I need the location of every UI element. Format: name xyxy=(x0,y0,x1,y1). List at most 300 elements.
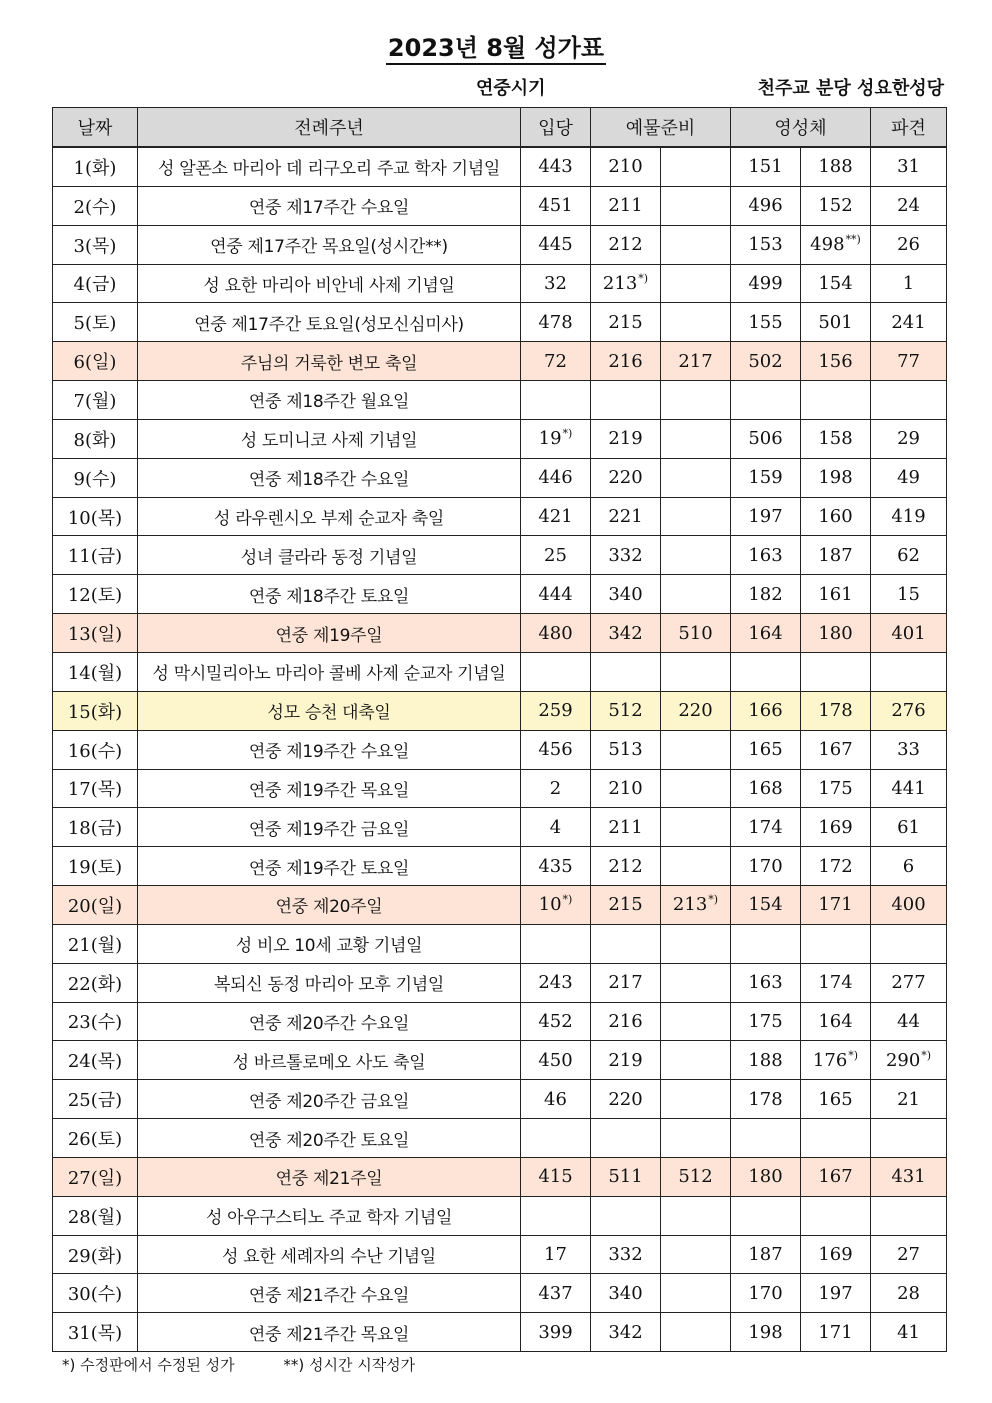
feast-value: 연중 제20주간 금요일 xyxy=(248,1091,410,1112)
communion-hymn-2-value: 501 xyxy=(818,311,853,333)
dismissal-hymn-cell xyxy=(871,691,947,730)
entrance-hymn-cell xyxy=(521,1041,591,1080)
offertory-hymn-1-value: 212 xyxy=(608,234,643,256)
date-value: 16(수) xyxy=(67,740,123,762)
entrance-hymn-cell xyxy=(521,147,591,186)
date-value: 2(수) xyxy=(73,196,117,218)
offertory-hymn-2-value: 217 xyxy=(678,350,713,372)
communion-hymn-1-cell xyxy=(731,1119,801,1158)
feast-value: 연중 제19주간 수요일 xyxy=(248,742,410,763)
communion-hymn-1-value: 163 xyxy=(748,972,783,994)
offertory-hymn-2-cell xyxy=(661,186,731,225)
entrance-hymn-cell xyxy=(521,963,591,1002)
feast-cell xyxy=(138,536,521,575)
table-row xyxy=(53,1041,947,1080)
entrance-hymn-cell xyxy=(521,1235,591,1274)
offertory-hymn-1-value: 342 xyxy=(608,1321,643,1343)
offertory-hymn-2-cell xyxy=(661,1119,731,1158)
communion-hymn-1-value: 496 xyxy=(748,195,783,217)
entrance-hymn-cell xyxy=(521,886,591,925)
table-row xyxy=(53,1274,947,1313)
dismissal-hymn-cell xyxy=(871,575,947,614)
dismissal-hymn-cell xyxy=(871,536,947,575)
offertory-hymn-1-value: 210 xyxy=(608,156,643,178)
communion-hymn-2-cell xyxy=(801,1196,871,1235)
table-row xyxy=(53,847,947,886)
date-cell xyxy=(53,1080,138,1119)
communion-hymn-1-value: 174 xyxy=(748,816,783,838)
date-value: 5(토) xyxy=(73,313,117,335)
table-row xyxy=(53,147,947,186)
feast-cell xyxy=(138,1080,521,1119)
communion-hymn-1-cell xyxy=(731,847,801,886)
header-entrance: 입당 xyxy=(521,108,591,148)
feast-cell xyxy=(138,458,521,497)
entrance-hymn-cell xyxy=(521,1080,591,1119)
table-row xyxy=(53,1157,947,1196)
table-row xyxy=(53,419,947,458)
offertory-hymn-1-value: 513 xyxy=(608,739,643,761)
date-cell xyxy=(53,1157,138,1196)
feast-cell xyxy=(138,614,521,653)
offertory-hymn-1-cell xyxy=(591,303,661,342)
revision-mark: **) xyxy=(845,233,861,247)
date-cell xyxy=(53,691,138,730)
date-value: 14(월) xyxy=(67,662,123,684)
dismissal-hymn-cell xyxy=(871,458,947,497)
feast-value: 성 비오 10세 교황 기념일 xyxy=(235,936,423,957)
date-cell xyxy=(53,652,138,691)
feast-cell xyxy=(138,847,521,886)
offertory-hymn-1-value: 219 xyxy=(608,1049,643,1071)
feast-value: 연중 제21주간 목요일 xyxy=(248,1324,410,1345)
offertory-hymn-1-value: 213 xyxy=(602,272,638,294)
communion-hymn-1-value: 170 xyxy=(748,855,783,877)
communion-hymn-2-cell xyxy=(801,458,871,497)
date-value: 9(수) xyxy=(73,468,117,490)
communion-hymn-1-cell xyxy=(731,1080,801,1119)
offertory-hymn-1-cell xyxy=(591,1041,661,1080)
communion-hymn-2-value: 178 xyxy=(818,700,853,722)
communion-hymn-1-value: 168 xyxy=(748,777,783,799)
table-row xyxy=(53,458,947,497)
communion-hymn-2-value: 161 xyxy=(818,583,853,605)
feast-value: 성 아우구스티노 주교 학자 기념일 xyxy=(205,1208,453,1229)
communion-hymn-2-cell xyxy=(801,342,871,381)
date-value: 25(금) xyxy=(67,1090,123,1112)
dismissal-hymn-value: 276 xyxy=(891,700,926,722)
communion-hymn-1-value: 187 xyxy=(748,1244,783,1266)
table-row xyxy=(53,652,947,691)
communion-hymn-2-cell xyxy=(801,497,871,536)
communion-hymn-1-cell xyxy=(731,652,801,691)
communion-hymn-1-cell xyxy=(731,342,801,381)
table-row xyxy=(53,924,947,963)
communion-hymn-2-value: 198 xyxy=(818,467,853,489)
feast-value: 연중 제20주간 토요일 xyxy=(248,1130,410,1151)
table-body xyxy=(53,147,947,1352)
communion-hymn-2-cell xyxy=(801,186,871,225)
offertory-hymn-2-cell xyxy=(661,963,731,1002)
dismissal-hymn-value: 401 xyxy=(891,622,926,644)
offertory-hymn-1-value: 215 xyxy=(608,894,643,916)
dismissal-hymn-cell xyxy=(871,614,947,653)
offertory-hymn-1-cell xyxy=(591,886,661,925)
feast-value: 연중 제19주간 토요일 xyxy=(248,858,410,879)
offertory-hymn-1-cell xyxy=(591,808,661,847)
feast-value: 성 도미니코 사제 기념일 xyxy=(240,431,418,452)
offertory-hymn-2-cell xyxy=(661,1002,731,1041)
feast-cell xyxy=(138,730,521,769)
offertory-hymn-2-cell xyxy=(661,264,731,303)
date-cell xyxy=(53,730,138,769)
communion-hymn-1-cell xyxy=(731,886,801,925)
dismissal-hymn-cell xyxy=(871,1002,947,1041)
table-row xyxy=(53,1196,947,1235)
offertory-hymn-2-cell xyxy=(661,419,731,458)
entrance-hymn-value: 451 xyxy=(538,195,573,217)
dismissal-hymn-value: 27 xyxy=(897,1244,920,1266)
offertory-hymn-1-value: 220 xyxy=(608,1088,643,1110)
table-row xyxy=(53,1119,947,1158)
communion-hymn-1-cell xyxy=(731,458,801,497)
footnote-holy-hour: **) 성시간 시작성가 xyxy=(283,1356,416,1374)
date-cell xyxy=(53,963,138,1002)
communion-hymn-1-cell xyxy=(731,225,801,264)
feast-cell xyxy=(138,342,521,381)
communion-hymn-1-cell xyxy=(731,1041,801,1080)
header-date: 날짜 xyxy=(53,108,138,148)
date-value: 22(화) xyxy=(67,973,123,995)
dismissal-hymn-cell xyxy=(871,419,947,458)
date-value: 21(월) xyxy=(67,934,123,956)
dismissal-hymn-cell xyxy=(871,1157,947,1196)
entrance-hymn-value: 17 xyxy=(544,1244,567,1266)
date-value: 11(금) xyxy=(67,546,123,568)
table-row xyxy=(53,225,947,264)
feast-value: 연중 제19주간 목요일 xyxy=(248,780,410,801)
dismissal-hymn-value: 26 xyxy=(897,234,920,256)
entrance-hymn-value: 437 xyxy=(538,1282,573,1304)
feast-value: 연중 제17주간 토요일(성모신심미사) xyxy=(194,314,464,335)
entrance-hymn-value: 46 xyxy=(544,1088,567,1110)
entrance-hymn-value: 72 xyxy=(544,350,567,372)
page-title xyxy=(0,28,992,63)
date-value: 3(목) xyxy=(73,235,117,257)
date-value: 13(일) xyxy=(67,624,123,646)
feast-cell xyxy=(138,264,521,303)
entrance-hymn-cell xyxy=(521,419,591,458)
feast-cell xyxy=(138,497,521,536)
date-cell xyxy=(53,847,138,886)
offertory-hymn-2-cell xyxy=(661,886,731,925)
table-row xyxy=(53,264,947,303)
date-value: 29(화) xyxy=(67,1245,123,1267)
dismissal-hymn-value: 77 xyxy=(897,350,920,372)
offertory-hymn-2-cell xyxy=(661,652,731,691)
revision-mark: *) xyxy=(638,271,649,285)
offertory-hymn-1-value: 342 xyxy=(608,622,643,644)
entrance-hymn-value: 450 xyxy=(538,1049,573,1071)
feast-cell xyxy=(138,303,521,342)
dismissal-hymn-value: 241 xyxy=(891,311,926,333)
feast-cell xyxy=(138,419,521,458)
offertory-hymn-1-value: 216 xyxy=(608,350,643,372)
date-value: 10(목) xyxy=(67,507,123,529)
header-offertory: 예물준비 xyxy=(591,108,731,148)
communion-hymn-1-cell xyxy=(731,575,801,614)
feast-cell xyxy=(138,186,521,225)
entrance-hymn-value: 399 xyxy=(538,1321,573,1343)
entrance-hymn-cell xyxy=(521,342,591,381)
offertory-hymn-2-cell xyxy=(661,1157,731,1196)
offertory-hymn-2-cell xyxy=(661,342,731,381)
entrance-hymn-cell xyxy=(521,1313,591,1352)
feast-cell xyxy=(138,691,521,730)
dismissal-hymn-value: 28 xyxy=(897,1282,920,1304)
entrance-hymn-value: 452 xyxy=(538,1010,573,1032)
communion-hymn-1-cell xyxy=(731,730,801,769)
feast-value: 복되신 동정 마리아 모후 기념일 xyxy=(213,975,444,996)
communion-hymn-2-cell xyxy=(801,652,871,691)
entrance-hymn-value: 415 xyxy=(538,1166,573,1188)
communion-hymn-1-value: 182 xyxy=(748,583,783,605)
table-row xyxy=(53,303,947,342)
communion-hymn-1-value: 159 xyxy=(748,467,783,489)
offertory-hymn-1-cell xyxy=(591,1080,661,1119)
offertory-hymn-1-cell xyxy=(591,1119,661,1158)
date-cell xyxy=(53,924,138,963)
offertory-hymn-1-value: 512 xyxy=(608,700,643,722)
footnotes xyxy=(62,1354,459,1375)
date-cell xyxy=(53,1274,138,1313)
dismissal-hymn-value: 1 xyxy=(902,272,915,294)
communion-hymn-1-cell xyxy=(731,1274,801,1313)
table-row xyxy=(53,963,947,1002)
date-cell xyxy=(53,186,138,225)
table-row xyxy=(53,886,947,925)
table-row xyxy=(53,497,947,536)
dismissal-hymn-cell xyxy=(871,1274,947,1313)
revision-mark: *) xyxy=(848,1048,859,1062)
communion-hymn-1-cell xyxy=(731,808,801,847)
entrance-hymn-value: 443 xyxy=(538,156,573,178)
offertory-hymn-1-cell xyxy=(591,730,661,769)
offertory-hymn-2-cell xyxy=(661,691,731,730)
entrance-hymn-cell xyxy=(521,1119,591,1158)
date-value: 4(금) xyxy=(73,274,117,296)
offertory-hymn-2-cell xyxy=(661,536,731,575)
entrance-hymn-value: 421 xyxy=(538,506,573,528)
communion-hymn-2-cell xyxy=(801,769,871,808)
dismissal-hymn-cell xyxy=(871,1119,947,1158)
communion-hymn-1-value: 506 xyxy=(748,428,783,450)
communion-hymn-1-cell xyxy=(731,963,801,1002)
date-value: 15(화) xyxy=(67,701,123,723)
offertory-hymn-2-value: 220 xyxy=(678,700,713,722)
communion-hymn-2-value: 165 xyxy=(818,1088,853,1110)
header-communion: 영성체 xyxy=(731,108,871,148)
communion-hymn-2-cell xyxy=(801,808,871,847)
offertory-hymn-1-cell xyxy=(591,575,661,614)
entrance-hymn-cell xyxy=(521,536,591,575)
offertory-hymn-1-cell xyxy=(591,1157,661,1196)
dismissal-hymn-value: 61 xyxy=(897,816,920,838)
communion-hymn-2-value: 197 xyxy=(818,1282,853,1304)
communion-hymn-2-cell xyxy=(801,1235,871,1274)
communion-hymn-1-cell xyxy=(731,1313,801,1352)
revision-mark: *) xyxy=(562,893,573,907)
offertory-hymn-2-cell xyxy=(661,769,731,808)
communion-hymn-2-cell xyxy=(801,847,871,886)
feast-value: 연중 제21주간 수요일 xyxy=(248,1285,410,1306)
dismissal-hymn-cell xyxy=(871,652,947,691)
offertory-hymn-1-value: 212 xyxy=(608,855,643,877)
page-title-text: 2023년 8월 성가표 xyxy=(386,34,606,65)
communion-hymn-2-value: 167 xyxy=(818,739,853,761)
entrance-hymn-cell xyxy=(521,924,591,963)
dismissal-hymn-cell xyxy=(871,924,947,963)
table-row xyxy=(53,342,947,381)
communion-hymn-2-value: 174 xyxy=(818,972,853,994)
offertory-hymn-1-value: 340 xyxy=(608,583,643,605)
communion-hymn-2-value: 498 xyxy=(810,234,845,256)
communion-hymn-1-value: 175 xyxy=(748,1010,783,1032)
dismissal-hymn-cell xyxy=(871,342,947,381)
feast-value: 연중 제17주간 수요일 xyxy=(248,198,410,219)
entrance-hymn-cell xyxy=(521,730,591,769)
entrance-hymn-cell xyxy=(521,497,591,536)
communion-hymn-2-cell xyxy=(801,614,871,653)
offertory-hymn-1-cell xyxy=(591,497,661,536)
feast-cell xyxy=(138,1196,521,1235)
dismissal-hymn-cell xyxy=(871,1313,947,1352)
feast-value: 연중 제20주간 수요일 xyxy=(248,1013,410,1034)
table-row xyxy=(53,769,947,808)
offertory-hymn-1-cell xyxy=(591,186,661,225)
entrance-hymn-cell xyxy=(521,186,591,225)
offertory-hymn-1-cell xyxy=(591,1235,661,1274)
offertory-hymn-1-value: 211 xyxy=(608,195,643,217)
revision-mark: *) xyxy=(921,1048,932,1062)
offertory-hymn-1-cell xyxy=(591,1313,661,1352)
communion-hymn-2-cell xyxy=(801,147,871,186)
dismissal-hymn-value: 29 xyxy=(897,428,920,450)
offertory-hymn-1-cell xyxy=(591,769,661,808)
header-row xyxy=(53,108,947,148)
dismissal-hymn-value: 49 xyxy=(897,467,920,489)
dismissal-hymn-cell xyxy=(871,225,947,264)
date-cell xyxy=(53,1041,138,1080)
communion-hymn-2-value: 164 xyxy=(818,1010,853,1032)
offertory-hymn-1-cell xyxy=(591,342,661,381)
communion-hymn-1-value: 178 xyxy=(748,1088,783,1110)
communion-hymn-2-value: 160 xyxy=(818,506,853,528)
dismissal-hymn-value: 6 xyxy=(902,855,915,877)
dismissal-hymn-value: 290 xyxy=(885,1049,921,1071)
dismissal-hymn-cell xyxy=(871,963,947,1002)
communion-hymn-1-value: 502 xyxy=(748,350,783,372)
offertory-hymn-1-value: 511 xyxy=(608,1166,643,1188)
feast-cell xyxy=(138,1119,521,1158)
dismissal-hymn-cell xyxy=(871,1041,947,1080)
parish-name: 천주교 분당 성요한성당 xyxy=(757,78,944,99)
communion-hymn-2-cell xyxy=(801,1080,871,1119)
offertory-hymn-1-cell xyxy=(591,847,661,886)
feast-value: 성 알폰소 마리아 데 리구오리 주교 학자 기념일 xyxy=(157,159,501,180)
communion-hymn-1-value: 198 xyxy=(748,1321,783,1343)
communion-hymn-1-value: 155 xyxy=(748,311,783,333)
offertory-hymn-1-cell xyxy=(591,1196,661,1235)
communion-hymn-2-cell xyxy=(801,1041,871,1080)
table-row xyxy=(53,536,947,575)
date-cell xyxy=(53,497,138,536)
communion-hymn-2-value: 187 xyxy=(818,544,853,566)
dismissal-hymn-value: 44 xyxy=(897,1010,920,1032)
date-cell xyxy=(53,1119,138,1158)
communion-hymn-2-cell xyxy=(801,303,871,342)
date-cell xyxy=(53,303,138,342)
feast-value: 연중 제21주일 xyxy=(275,1169,383,1190)
communion-hymn-1-value: 166 xyxy=(748,700,783,722)
offertory-hymn-1-value: 340 xyxy=(608,1282,643,1304)
date-value: 17(목) xyxy=(67,779,123,801)
date-value: 24(목) xyxy=(67,1051,123,1073)
communion-hymn-1-value: 164 xyxy=(748,622,783,644)
communion-hymn-2-cell xyxy=(801,575,871,614)
feast-cell xyxy=(138,924,521,963)
communion-hymn-2-cell xyxy=(801,381,871,420)
communion-hymn-1-cell xyxy=(731,186,801,225)
feast-value: 연중 제18주간 토요일 xyxy=(248,586,410,607)
communion-hymn-1-value: 499 xyxy=(748,272,783,294)
hymn-table xyxy=(52,107,947,1352)
communion-hymn-2-value: 175 xyxy=(818,777,853,799)
communion-hymn-2-cell xyxy=(801,1313,871,1352)
communion-hymn-2-cell xyxy=(801,1119,871,1158)
date-cell xyxy=(53,381,138,420)
dismissal-hymn-cell xyxy=(871,730,947,769)
offertory-hymn-1-value: 211 xyxy=(608,816,643,838)
entrance-hymn-cell xyxy=(521,225,591,264)
table-row xyxy=(53,614,947,653)
entrance-hymn-value: 259 xyxy=(538,700,573,722)
date-cell xyxy=(53,419,138,458)
offertory-hymn-2-value: 213 xyxy=(672,894,708,916)
feast-value: 성녀 클라라 동정 기념일 xyxy=(240,547,418,568)
offertory-hymn-2-cell xyxy=(661,1274,731,1313)
entrance-hymn-value: 435 xyxy=(538,855,573,877)
feast-value: 성 라우렌시오 부제 순교자 축일 xyxy=(213,509,444,530)
date-value: 6(일) xyxy=(73,352,117,374)
communion-hymn-1-value: 170 xyxy=(748,1282,783,1304)
date-cell xyxy=(53,808,138,847)
communion-hymn-2-value: 158 xyxy=(818,428,853,450)
communion-hymn-2-cell xyxy=(801,886,871,925)
communion-hymn-2-cell xyxy=(801,691,871,730)
offertory-hymn-2-cell xyxy=(661,808,731,847)
date-value: 19(토) xyxy=(67,857,123,879)
feast-cell xyxy=(138,886,521,925)
communion-hymn-1-cell xyxy=(731,264,801,303)
dismissal-hymn-cell xyxy=(871,886,947,925)
revision-mark: *) xyxy=(562,427,573,441)
date-value: 8(화) xyxy=(73,429,117,451)
offertory-hymn-1-value: 216 xyxy=(608,1010,643,1032)
communion-hymn-1-value: 165 xyxy=(748,739,783,761)
communion-hymn-1-cell xyxy=(731,536,801,575)
date-value: 1(화) xyxy=(73,157,117,179)
